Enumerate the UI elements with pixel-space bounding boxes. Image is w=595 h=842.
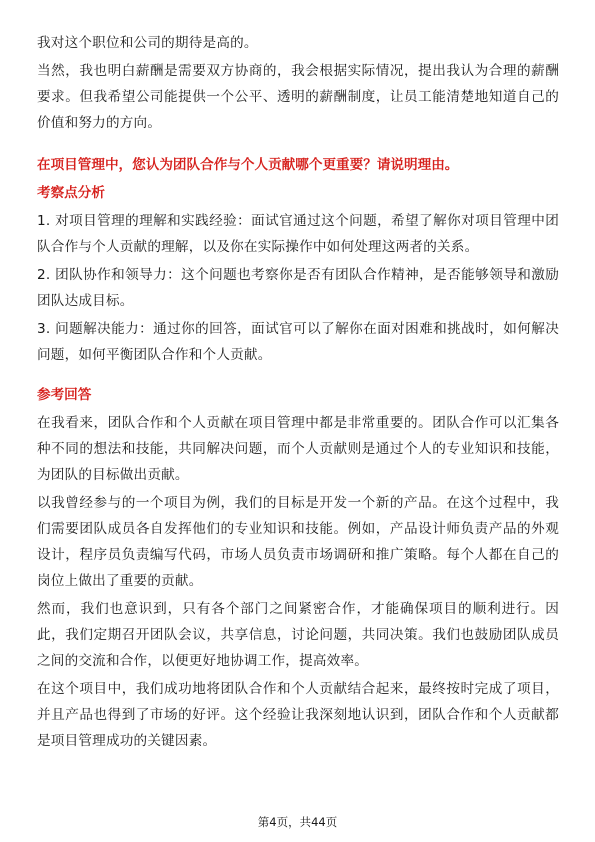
answer-paragraph-2: 以我曾经参与的一个项目为例，我们的目标是开发一个新的产品。在这个过程中，我们需要团队成员各自发挥他们的专业知识和技能。例如，产品设计师负责产品的外观设计，程序员负责编写代码，市场人员负责市场调研和推广策略。每个人都在自己的岗位上做出了重要的贡献。 xyxy=(37,495,559,589)
intro-line: 我对这个职位和公司的期待是高的。 xyxy=(37,35,258,51)
analysis-item-3: 3. 问题解决能力：通过你的回答，面试官可以了解你在面对困难和挑战时，如何解决问题，如何平衡团队合作和个人贡献。 xyxy=(37,321,559,363)
answer-paragraph-3: 然而，我们也意识到，只有各个部门之间紧密合作，才能确保项目的顺利进行。因此，我们定期召开团队会议，共享信息，讨论问题，共同决策。我们也鼓励团队成员之间的交流和合作，以便更好地协调工作，提高效率。 xyxy=(37,601,559,669)
analysis-item-1: 1. 对项目管理的理解和实践经验：面试官通过这个问题，希望了解你对项目管理中团队合作与个人贡献的理解，以及你在实际操作中如何处理这两者的关系。 xyxy=(37,213,559,255)
document-page xyxy=(37,30,559,754)
page-number: 第4页，共44页 xyxy=(257,815,338,829)
analysis-heading: 考察点分析 xyxy=(37,185,105,201)
answer-heading: 参考回答 xyxy=(37,387,92,403)
answer-paragraph-1: 在我看来，团队合作和个人贡献在项目管理中都是非常重要的。团队合作可以汇集各种不同的想法和技能，共同解决问题，而个人贡献则是通过个人的专业知识和技能，为团队的目标做出贡献。 xyxy=(37,415,559,483)
intro-paragraph: 当然，我也明白薪酬是需要双方协商的，我会根据实际情况，提出我认为合理的薪酬要求。但我希望公司能提供一个公平、透明的薪酬制度，让员工能清楚地知道自己的价值和努力的方向。 xyxy=(37,63,559,131)
analysis-item-2: 2. 团队协作和领导力：这个问题也考察你是否有团队合作精神，是否能够领导和激励团队达成目标。 xyxy=(37,267,559,309)
answer-paragraph-4: 在这个项目中，我们成功地将团队合作和个人贡献结合起来，最终按时完成了项目，并且产品也得到了市场的好评。这个经验让我深刻地认识到，团队合作和个人贡献都是项目管理成功的关键因素。 xyxy=(37,681,559,749)
interview-question: 在项目管理中，您认为团队合作与个人贡献哪个更重要？请说明理由。 xyxy=(37,157,459,173)
